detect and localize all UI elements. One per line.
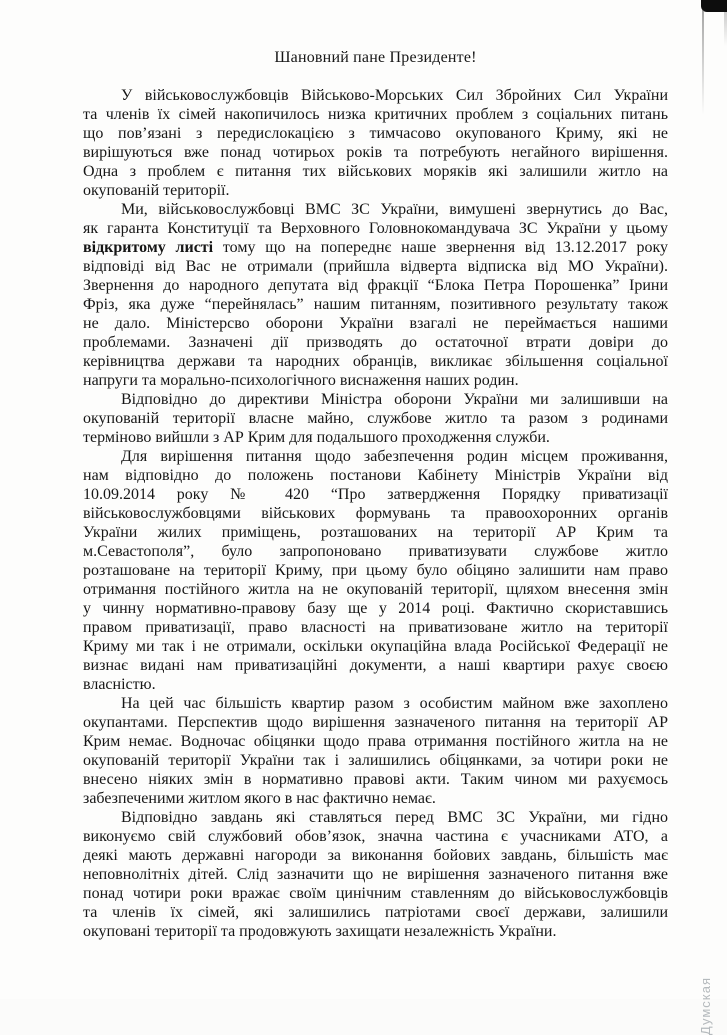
text-line: що пов’язані з передислокацією з тимчасово окупованого Криму, які не [83,125,668,142]
text-line: окупованій території власне майно, службове житло та разом з родинами [83,410,668,427]
paragraph [83,86,668,200]
text-line: відкритому листі тому що на попереднє наше звернення від 13.12.2017 року [83,239,669,256]
text-line: Одна з проблем є питання тих військових моряків які залишили житло на [83,163,668,180]
text-line: окупованій території України так і залишились обіцянками, за чотири роки не [83,752,668,769]
text-line: нам відповідно до положень постанови Кабінету Міністрів України від [83,467,668,484]
text-line: не дало. Міністерсво оборони України взагалі не переймається нашими [83,315,668,332]
text-line: власністю. [83,676,156,693]
text-line: Відповідно завдань які ставляться перед ВМС ЗС України, ми гідно [121,809,668,826]
text-line: як гаранта Конституції та Верховного Головнокомандувача ЗС України у цьому [83,220,668,237]
text-line: внесено ніяких змін в нормативно правові акти. Таким чином ми рахуємось [83,771,668,788]
text-line: деякі мають державні нагороди за виконання бойових завдань, більшість має [83,847,668,864]
text-line: та членів їх сімей, які залишились патріотами своєї держави, залишили [83,904,668,921]
text-line: окупованій території. [83,182,230,199]
text-line: військовослужбовцями військових формувань та правоохоронних органів [83,505,668,522]
text-line: керівництва держави та народних обранців, викликає збільшення соціальної [83,353,668,370]
text-line: Криму ми так і не отримали, оскільки окупаційна влада Російської Федерації не [83,638,668,655]
text-line: неповнолітніх дітей. Слід зазначити що не вирішення зазначеного питання вже [83,866,668,883]
text-line: та членів їх сімей накопичилось низка критичних проблем з соціальних питань [83,106,668,123]
text-line: отримання постійного житла на не окупованій території, щляхом внесення змін [83,581,668,598]
text-line: На цей час більшість квартир разом з особистим майном вже захоплено [121,695,668,712]
text-line: понад чотири роки вражає своїм цинічним ставленням до військовослужбовців [83,885,668,902]
text-line: м.Севастополя”, було запропоновано приватизувати службове житло [83,543,668,560]
text-line: розташоване на території Криму, при цьому було обіцяно залишити нам право [83,562,668,579]
paragraph [83,447,668,694]
watermark-text: Думская [698,977,713,1035]
text-line: правом приватизації, право власності на приватизоване житло на території [83,619,668,636]
text-line: Відповідно до директиви Міністра оборони України ми залишивши на [121,391,668,408]
text-line: у чинну нормативно-правову базу ще у 2014 році. Фактично скориставшись [83,600,668,617]
document-body [83,86,668,941]
text-line: Фріз, яка дуже “перейнялась” нашим питанням, позитивного результату також [83,296,668,313]
text-line: Звернення до народного депутата від фракції “Блока Петра Порошенка” Ірини [83,277,668,294]
text-line: відповіді від Вас не отримали (прийшла відверта відписка від МО України). [83,258,668,275]
text-line: виконуємо свій службовий обов’язок, значна частина є учасниками АТО, а [83,828,668,845]
text-line: напруги та морально-психологічного виснаження наших родин. [83,372,519,389]
text-line: окуповані території та продовжують захищати незалежність України. [83,923,557,940]
text-line: 10.09.2014 року № 420 “Про затвердження Порядку приватизації [83,486,668,503]
salutation-line: Шановний пане Президенте! [274,49,477,66]
text-line: Для вирішення питання щодо забезпечення родин місцем проживання, [121,448,668,465]
text-line: вирішуються вже понад чотирьох років та потребують негайного вирішення. [83,144,668,161]
text-line: Ми, військовослужбовці ВМС ЗС України, вимушені звернутись до Вас, [121,201,668,218]
text-line: Крим немає. Водночас обіцянки щодо права отримання постійного житла на не [83,733,668,750]
letter-content [83,48,668,941]
bold-text: відкритому листі [83,239,214,256]
text-line: проблемами. Зазначені дії призводять до остаточної втрати довіри до [83,334,668,351]
text-line: України жилих приміщень, розташованих на території АР Крим та [83,524,668,541]
text-line: визнає видані нам приватизаційні документи, а наші квартири рахує своєю [83,657,668,674]
paragraph [83,808,668,941]
paragraph [83,390,668,447]
text-line: окупантами. Перспектив щодо вирішення зазначеного питання на території АР [83,714,668,731]
scan-corner-mark [701,0,727,12]
text-line: У військовослужбовців Військово-Морських Сил Збройних Сил України [121,87,668,104]
scan-edge-line [702,10,704,115]
paragraph [83,200,668,390]
text-line: терміново вийшли з АР Крим для подальшого проходження служби. [83,429,550,446]
text-line: забезпеченими житлом якого в нас фактично немає. [83,790,436,807]
paragraph [83,694,668,808]
